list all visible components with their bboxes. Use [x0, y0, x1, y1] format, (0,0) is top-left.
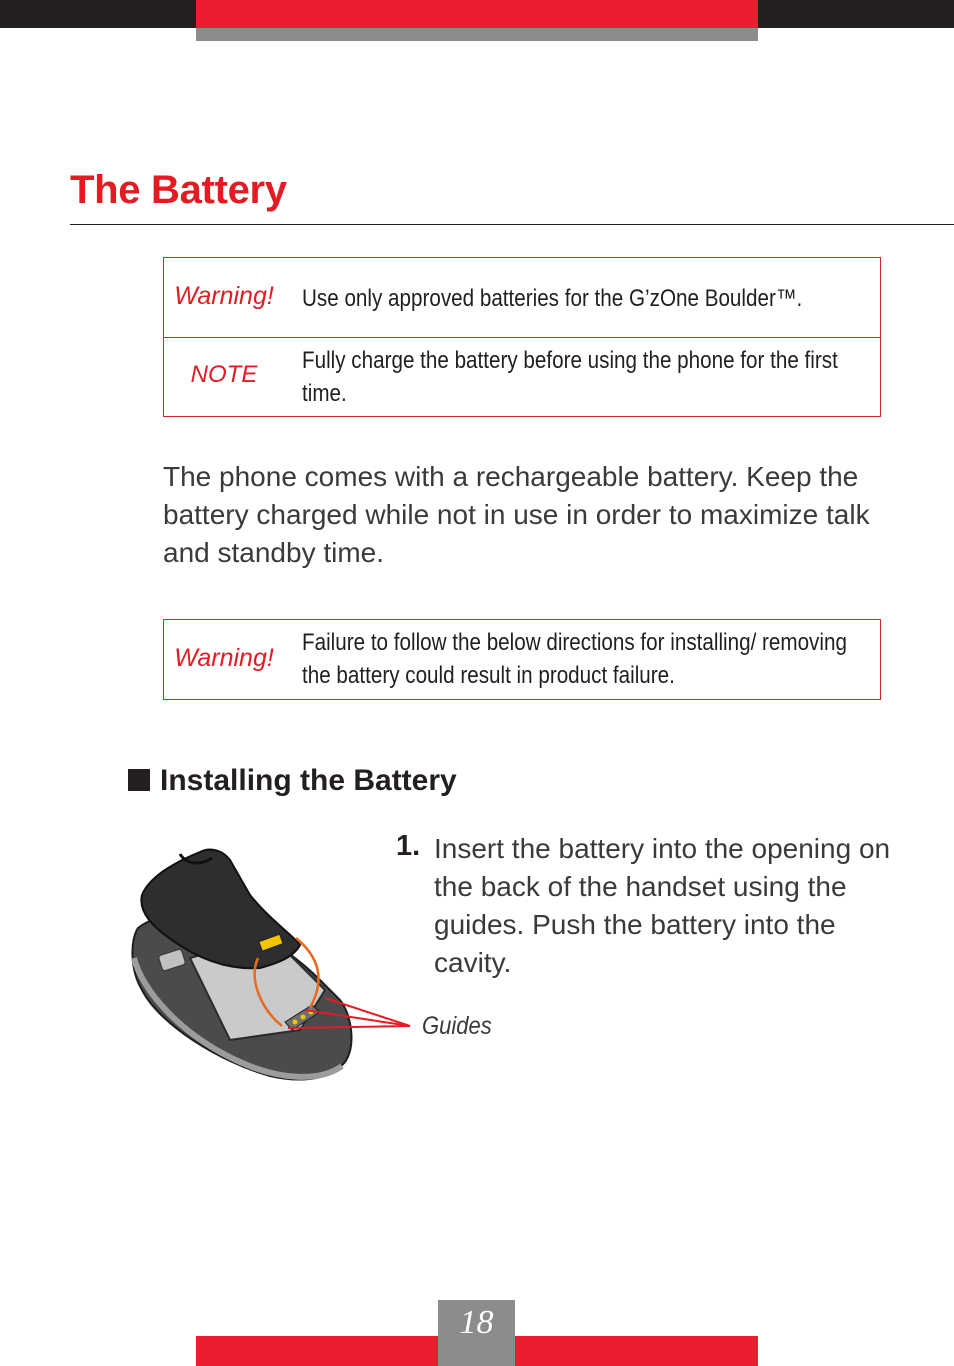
- battery-installation-illustration: [120, 840, 420, 1085]
- section-heading-text: Installing the Battery: [160, 764, 457, 797]
- page-title: The Battery: [70, 168, 287, 212]
- notice-label-note: NOTE: [190, 361, 258, 388]
- guides-callout-label: Guides: [422, 1012, 492, 1040]
- step-number: 1.: [396, 830, 421, 862]
- notice-row-note: [164, 338, 880, 416]
- title-divider: [70, 224, 954, 225]
- header-bar-gray: [196, 28, 758, 41]
- notice-row-warning-install: [164, 620, 880, 699]
- section-heading: [128, 764, 457, 798]
- notice-text-warning: Use only approved batteries for the G’zOne Boulder™.: [302, 285, 803, 312]
- page-number: 18: [459, 1304, 494, 1341]
- section-square-icon: [128, 769, 150, 791]
- notice-text-warning-install: Failure to follow the below directions for installing/ removing the battery could result in product failure.: [302, 629, 847, 689]
- body-paragraph: The phone comes with a rechargeable battery. Keep the battery charged while not in use in order to maximize talk and standby time.: [163, 461, 870, 568]
- notice-box-bottom: [163, 619, 881, 700]
- notice-label-warning: Warning!: [174, 282, 274, 310]
- header-bar-red: [196, 0, 758, 28]
- notice-label-warning-install: Warning!: [174, 644, 274, 672]
- notice-box-top: [163, 257, 881, 417]
- notice-text-note: Fully charge the battery before using the phone for the first time.: [302, 347, 838, 407]
- step-text: Insert the battery into the opening on the back of the handset using the guides. Push the battery into the cavity.: [434, 833, 891, 978]
- notice-row-warning: [164, 258, 880, 338]
